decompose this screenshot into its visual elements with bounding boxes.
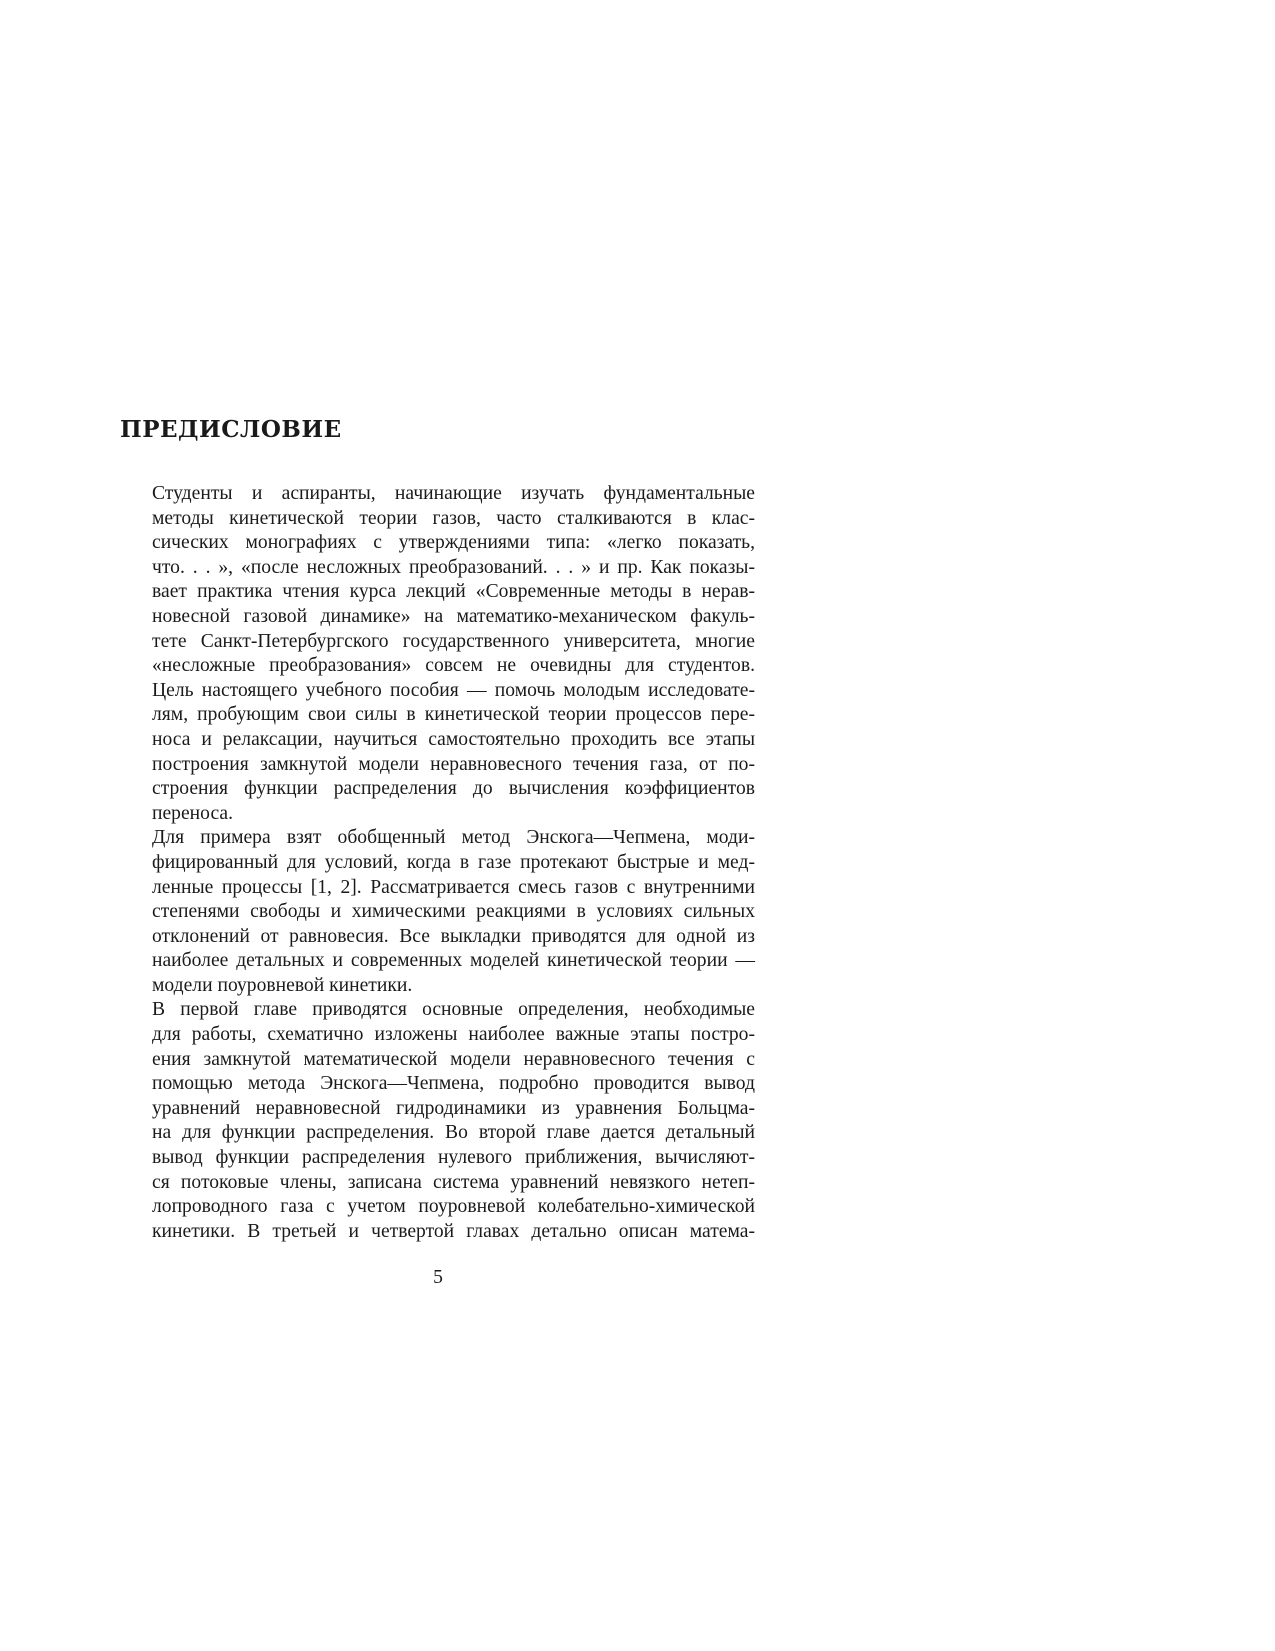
text-line: степенями свободы и химическими реакциями в условиях сильных — [152, 901, 755, 923]
text-line: Для примера взят обобщенный метод Энскога—Чепмена, моди- — [152, 827, 755, 849]
text-line: кинетики. В третьей и четвертой главах детально описан матема- — [152, 1220, 755, 1242]
text-line: ленные процессы [1, 2]. Рассматривается смесь газов с внутренними — [152, 876, 755, 898]
text-line: уравнений неравновесной гидродинамики из уравнения Больцма- — [152, 1097, 755, 1119]
text-line: строения функции распределения до вычисления коэффициентов — [152, 778, 755, 800]
text-line: тете Санкт-Петербургского государственного университета, многие — [152, 630, 755, 652]
text-line: ения замкнутой математической модели неравновесного течения с — [152, 1048, 755, 1070]
text-line: что. . . », «после несложных преобразований. . . » и пр. Как показы- — [152, 556, 755, 578]
text-line: наиболее детальных и современных моделей кинетической теории — — [152, 950, 755, 972]
text-line: методы кинетической теории газов, часто сталкиваются в клас- — [152, 507, 755, 529]
text-line: лопроводного газа с учетом поуровневой колебательно-химической — [152, 1196, 755, 1218]
paragraph-2 — [120, 826, 755, 998]
text-line: для работы, схематично изложены наиболее важные этапы постро- — [152, 1024, 755, 1046]
text-line: фицированный для условий, когда в газе протекают быстрые и мед- — [152, 851, 755, 873]
page-number: 5 — [433, 1267, 443, 1288]
text-line: носа и релаксации, научиться самостоятельно проходить все этапы — [152, 728, 755, 750]
text-line: модели поуровневой кинетики. — [152, 974, 413, 996]
preface-body — [120, 482, 755, 1244]
page-title: ПРЕДИСЛОВИЕ — [120, 416, 342, 443]
text-line: вывод функции распределения нулевого приближения, вычисляют- — [152, 1147, 755, 1169]
text-line: отклонений от равновесия. Все выкладки приводятся для одной из — [152, 925, 755, 947]
text-line: сических монографиях с утверждениями типа: «легко показать, — [152, 532, 755, 554]
text-line: вает практика чтения курса лекций «Современные методы в нерав- — [152, 581, 755, 603]
text-line: построения замкнутой модели неравновесного течения газа, от по- — [152, 753, 755, 775]
text-line: Студенты и аспиранты, начинающие изучать фундаментальные — [152, 483, 755, 504]
text-line: переноса. — [152, 802, 233, 824]
text-line: ся потоковые члены, записана система уравнений невязкого нетеп- — [152, 1171, 755, 1193]
text-line: лям, пробующим свои силы в кинетической теории процессов пере- — [152, 704, 755, 726]
text-line: на для функции распределения. Во второй главе дается детальный — [152, 1122, 755, 1144]
text-line: «несложные преобразования» совсем не очевидны для студентов. — [152, 655, 755, 677]
paragraph-3 — [120, 998, 755, 1244]
text-line: В первой главе приводятся основные определения, необходимые — [152, 999, 755, 1021]
text-line: Цель настоящего учебного пособия — помочь молодым исследовате- — [152, 679, 755, 701]
text-line: новесной газовой динамике» на математико-механическом факуль- — [152, 605, 755, 627]
paragraph-1 — [120, 482, 755, 826]
text-line: помощью метода Энскога—Чепмена, подробно проводится вывод — [152, 1073, 755, 1095]
